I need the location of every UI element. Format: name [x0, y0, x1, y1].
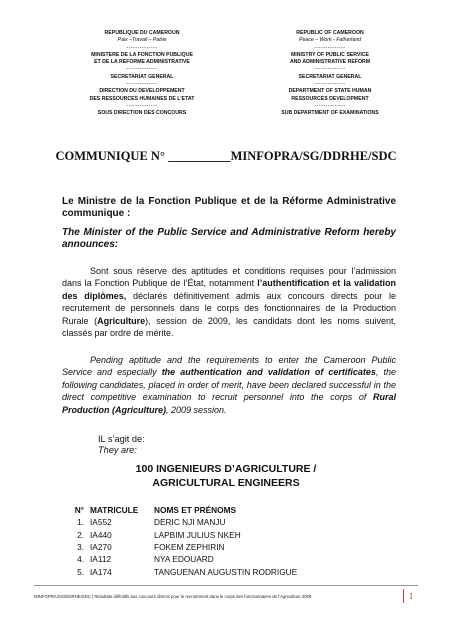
body-text: Sont sous réserve des aptitudes et conditions requises pour l’admission dans la Fonction Publique de l’État, notamment: [62, 266, 396, 289]
row-matricule: IA270: [90, 542, 112, 553]
row-number: 4.: [77, 554, 84, 565]
section-title-line: 100 INGENIEURS D’AGRICULTURE /: [135, 463, 317, 475]
header-line: AND ADMINISTRATIVE REFORM: [289, 59, 371, 66]
header-left-french: [52, 30, 232, 118]
header-separator: --------------: [314, 44, 346, 51]
header-line: MINISTERE DE LA FONCTION PUBLIQUE: [91, 51, 193, 58]
header-line: REPUBLIC OF CAMEROON: [296, 30, 364, 36]
header-line: Peace – Work - Fatherland: [299, 37, 361, 44]
header-line: RESSOURCES DEVELOPMENT: [291, 95, 369, 102]
footer-text: MINFOPRA/SG/DDRHE/SDC | Résultats définitifs aux concours directs pour le recrutement dans le corps des fonctionnaires de l’Agriculture 2009: [34, 593, 312, 599]
header-line: DIRECTION DU DEVELOPPEMENT: [99, 88, 185, 95]
body-text: , the following candidates, placed in order of merit, have been declared successful in the direct competitive examination to recruit personnel into the corps of: [62, 367, 396, 403]
table-row: [58, 541, 378, 553]
header-line: SECRETARIAT GENERAL: [110, 73, 174, 80]
header-separator: --------------: [314, 102, 346, 109]
body-paragraph-english: [62, 354, 396, 416]
row-number: 1.: [77, 517, 84, 528]
header-separator: --------------: [314, 66, 346, 73]
row-number: 2.: [77, 529, 84, 540]
footer-divider: [34, 585, 418, 586]
section-title: [0, 462, 452, 490]
section-title-line: AGRICULTURAL ENGINEERS: [152, 477, 300, 489]
intro-english: The Minister of the Public Service and Administrative Reform hereby announces:: [62, 227, 396, 250]
header-separator: --------------: [126, 66, 158, 73]
header-separator: --------------: [126, 102, 158, 109]
row-name: DERIC NJI MANJU: [154, 517, 226, 528]
body-text-bold: l’authentification et la validation des diplômes,: [62, 278, 396, 301]
row-matricule: IA174: [90, 566, 112, 577]
intro-french: Le Ministre de la Fonction Publique et de la Réforme Administrative communique :: [62, 196, 396, 219]
body-text: , 2009 session.: [166, 404, 227, 415]
body-text-bold: Agriculture: [97, 315, 146, 326]
header-line: ET DE LA REFORME ADMINISTRATIVE: [94, 59, 190, 66]
table-row: [58, 553, 378, 565]
row-number: 5.: [77, 566, 84, 577]
header-separator: --------------: [126, 81, 158, 88]
row-name: NYA EDOUARD: [154, 554, 214, 565]
list-intro-french: IL s’agit de:: [98, 434, 145, 444]
row-name: TANGUENAN AUGUSTIN RODRIGUE: [154, 566, 298, 577]
page-number: 1: [403, 589, 418, 603]
communique-title: COMMUNIQUE N° __________MINFOPRA/SG/DDRHE/SDC: [55, 149, 397, 163]
body-text-bold: the authentication and validation of certificates: [161, 367, 376, 378]
table-row: [58, 529, 378, 541]
table-row: [58, 565, 378, 577]
header-line: SOUS DIRECTION DES CONCOURS: [97, 110, 187, 117]
row-name: LAPBIM JULIUS NKEH: [154, 529, 241, 540]
results-table: [58, 504, 378, 578]
header-line: Paix –Travail – Patrie: [117, 37, 167, 44]
row-matricule: IA552: [90, 517, 112, 528]
header-line: SUB DEPARTMENT OF EXAMINATIONS: [281, 110, 379, 117]
row-matricule: IA112: [90, 554, 112, 565]
body-text: Pending aptitude and the requirements to enter the Cameroon Public Service and especially: [62, 355, 396, 378]
table-header: [58, 504, 378, 516]
row-number: 3.: [77, 542, 84, 553]
body-text: ), session de 2009, les candidats dont les noms suivent, classés par ordre de mérite.: [62, 315, 396, 339]
row-name: FOKEM ZEPHIRIN: [154, 542, 225, 553]
body-text-bold: Rural Production (Agriculture): [62, 392, 396, 415]
header-line: REPUBLIQUE DU CAMEROUN: [104, 30, 180, 36]
header-separator: --------------: [126, 44, 158, 51]
header-line: DES RESSOURCES HUMAINES DE L'ETAT: [89, 95, 195, 102]
header-number: N°: [74, 505, 84, 516]
list-intro-english: They are:: [98, 445, 137, 455]
body-text: déclarés définitivement admis aux concours directs pour le recrutement de personnels dans le corps des fonctionnaires de la Production Rurale (: [62, 290, 396, 326]
header-right-english: [240, 30, 420, 118]
page-footer: [34, 589, 418, 603]
header-line: DEPARTMENT OF STATE HUMAN: [288, 88, 372, 95]
header-separator: --------------: [314, 81, 346, 88]
table-row: [58, 516, 378, 528]
header-line: MINISTRY OF PUBLIC SERVICE: [290, 51, 369, 58]
body-paragraph-french: [62, 265, 396, 339]
header-line: SECRETARIAT GENERAL: [298, 73, 362, 80]
list-intro: [98, 434, 145, 456]
row-matricule: IA440: [90, 529, 112, 540]
header-matricule: MATRICULE: [90, 505, 139, 516]
header-names: NOMS ET PRÉNOMS: [154, 505, 237, 516]
